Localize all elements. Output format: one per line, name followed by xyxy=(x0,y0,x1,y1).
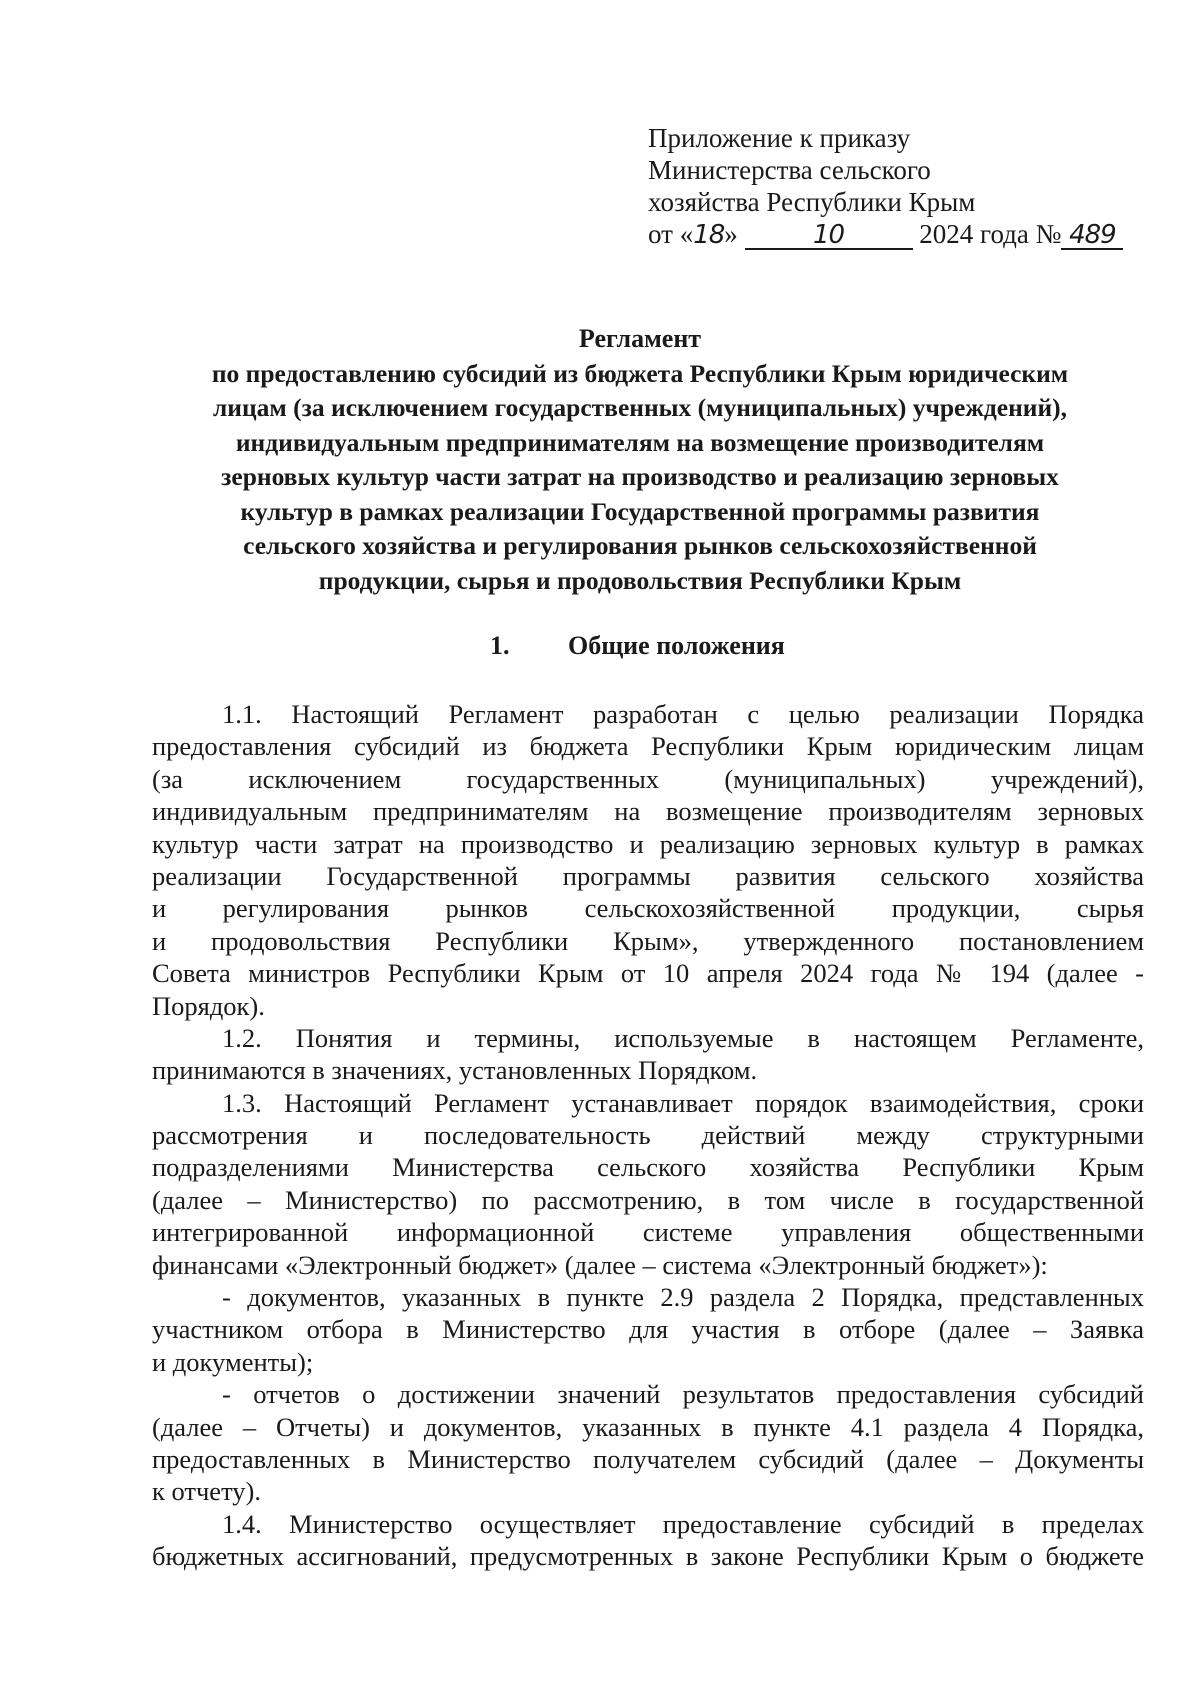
list-item-line: - документов, указанных в пункте 2.9 раздела 2 Порядка, представленных xyxy=(222,1282,1144,1313)
paragraph-line: Порядок). xyxy=(152,990,265,1021)
document-body xyxy=(152,698,1144,1573)
section-number: 1. xyxy=(490,631,510,660)
paragraph-line: (за исключением государственных (муниципальных) учреждений), xyxy=(152,763,1144,794)
title-line: индивидуальным предпринимателям на возмещение производителям xyxy=(235,427,1045,457)
list-item-line: - отчетов о достижении значений результатов предоставления субсидий xyxy=(222,1379,1144,1410)
number-blank xyxy=(1061,221,1123,250)
paragraph-line: реализации Государственной программы развития сельского хозяйства xyxy=(152,860,1144,891)
title-line: культур в рамках реализации Государственной программы развития xyxy=(240,496,1040,526)
list-item-line: (далее – Отчеты) и документов, указанных в пункте 4.1 раздела 4 Порядка, xyxy=(152,1411,1144,1442)
year-text: 2024 года № xyxy=(919,219,1062,249)
date-prefix: от « xyxy=(648,219,694,249)
section-heading xyxy=(490,630,785,662)
paragraph-line: финансами «Электронный бюджет» (далее – система «Электронный бюджет»): xyxy=(152,1249,1048,1280)
section-title: Общие положения xyxy=(568,631,785,660)
paragraph-line: предоставления субсидий из бюджета Республики Крым юридическим лицам xyxy=(152,731,1144,762)
annex-line-2: Министерства сельского xyxy=(648,155,931,185)
paragraph-line: культур части затрат на производство и реализацию зерновых культур в рамках xyxy=(152,828,1144,859)
annex-line-3: хозяйства Республики Крым xyxy=(648,187,976,217)
handwritten-number: 489 xyxy=(1069,220,1116,250)
paragraph-line: 1.4. Министерство осуществляет предоставление субсидий в пределах xyxy=(222,1508,1144,1539)
month-blank xyxy=(745,221,913,250)
title-line: продукции, сырья и продовольствия Республики Крым xyxy=(318,565,962,595)
paragraph-line: 1.1. Настоящий Регламент разработан с целью реализации Порядка xyxy=(222,699,1144,729)
list-item-line: предоставленных в Министерство получателем субсидий (далее – Документы xyxy=(152,1443,1144,1474)
paragraph-line: Совета министров Республики Крым от 10 апреля 2024 года № 194 (далее - xyxy=(152,958,1144,989)
paragraph-line: и продовольствия Республики Крым», утвержденного постановлением xyxy=(152,925,1144,956)
list-item-line: к отчету). xyxy=(152,1476,262,1507)
handwritten-month: 10 xyxy=(813,220,845,250)
date-mid: » xyxy=(724,219,738,249)
title-line: лицам (за исключением государственных (муниципальных) учреждений), xyxy=(212,393,1068,422)
annex-line-1: Приложение к приказу xyxy=(648,123,911,153)
paragraph-line: принимаются в значениях, установленных Порядком. xyxy=(152,1055,758,1086)
paragraph-line: и регулирования рынков сельскохозяйственной продукции, сырья xyxy=(152,893,1144,924)
list-item-line: участником отбора в Министерство для участия в отборе (далее – Заявка xyxy=(152,1314,1144,1345)
paragraph-line: интегрированной информационной системе управления общественными xyxy=(152,1217,1144,1248)
paragraph-line: бюджетных ассигнований, предусмотренных в законе Республики Крым о бюджете xyxy=(152,1541,1144,1572)
handwritten-day: 18 xyxy=(693,220,725,250)
paragraph-line: подразделениями Министерства сельского хозяйства Республики Крым xyxy=(152,1152,1144,1183)
list-item-line: и документы); xyxy=(152,1346,314,1377)
title-line: сельского хозяйства и регулирования рынков сельскохозяйственной xyxy=(243,531,1037,560)
paragraph-line: 1.2. Понятия и термины, используемые в настоящем Регламенте, xyxy=(222,1022,1144,1053)
paragraph-line: (далее – Министерство) по рассмотрению, в том числе в государственной xyxy=(152,1184,1144,1215)
paragraph-line: индивидуальным предпринимателям на возмещение производителям зерновых xyxy=(152,796,1144,827)
document-title: Регламент xyxy=(578,324,702,353)
annex-date-line xyxy=(648,218,1148,251)
title-line: по предоставлению субсидий из бюджета Республики Крым юридическим xyxy=(211,358,1069,388)
annex-block xyxy=(648,122,1148,251)
title-line: зерновых культур части затрат на производство и реализацию зерновых xyxy=(221,462,1059,491)
document-title-block xyxy=(150,322,1130,598)
paragraph-line: рассмотрения и последовательность действий между структурными xyxy=(152,1120,1144,1151)
paragraph-line: 1.3. Настоящий Регламент устанавливает порядок взаимодействия, сроки xyxy=(222,1087,1144,1118)
